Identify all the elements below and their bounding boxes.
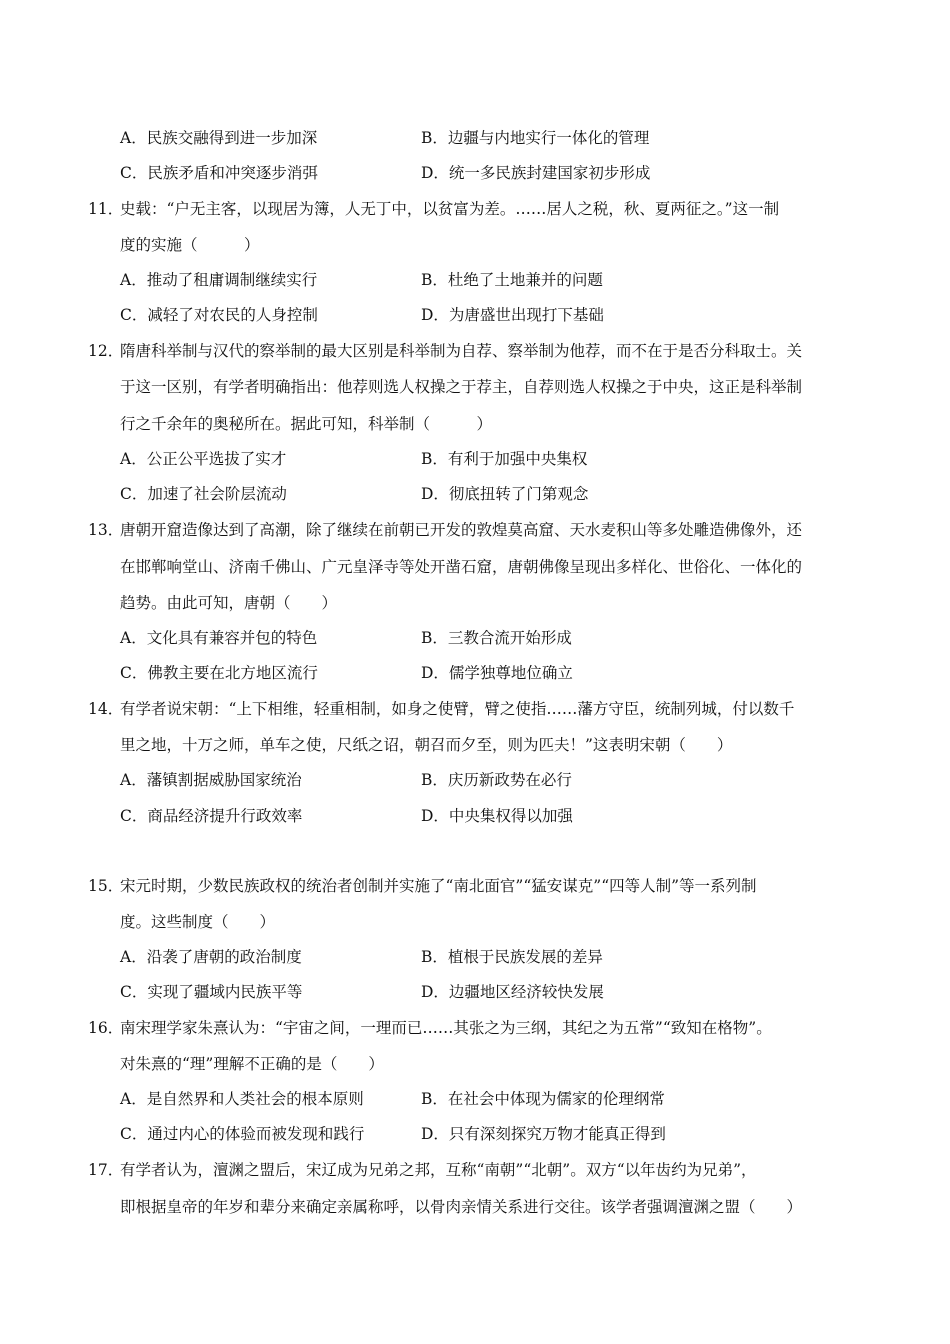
q13-stem-line-1: 唐朝开窟造像达到了高潮，除了继续在前朝已开发的敦煌莫高窟、天水麦积山等多处雕造佛像外，还	[120, 521, 803, 539]
q13-stem-line-3: 趋势。由此可知，唐朝（ ）	[120, 594, 338, 612]
q16-number: 16．	[88, 1019, 124, 1037]
q13-option-b: B．三教合流开始形成	[421, 629, 572, 647]
q12-option-b: B．有利于加强中央集权	[421, 450, 588, 468]
q16-stem-line-2: 对朱熹的“理”理解不正确的是（ ）	[120, 1055, 384, 1073]
q17-stem-line-2: 即根据皇帝的年岁和辈分来确定亲属称呼，以骨肉亲情关系进行交往。该学者强调澶渊之盟（ ）	[120, 1198, 803, 1216]
q14-option-c: C．商品经济提升行政效率	[120, 807, 303, 825]
q13-stem-line-2: 在邯郸响堂山、济南千佛山、广元皇泽寺等处开凿石窟，唐朝佛像呈现出多样化、世俗化、一体化的	[120, 558, 803, 576]
q14-number: 14．	[88, 700, 124, 718]
q11-stem-line-1: 史载：“户无主客，以现居为簿，人无丁中，以贫富为差。……居人之税，秋、夏两征之。”这一制	[120, 200, 780, 218]
q12-option-a: A．公正公平选拔了实才	[120, 450, 287, 468]
q15-stem-line-2: 度。这些制度（ ）	[120, 913, 276, 931]
q16-option-d: D．只有深刻探究万物才能真正得到	[421, 1125, 666, 1143]
q12-number: 12．	[88, 342, 124, 360]
q15-option-a: A．沿袭了唐朝的政治制度	[120, 948, 302, 966]
q11-stem-line-2: 度的实施（ ）	[120, 236, 260, 254]
q15-stem-line-1: 宋元时期，少数民族政权的统治者创制并实施了“南北面官”“猛安谋克”“四等人制”等一系列制	[120, 877, 757, 895]
q15-option-d: D．边疆地区经济较快发展	[421, 983, 604, 1001]
q10-option-c: C．民族矛盾和冲突逐步消弭	[120, 164, 318, 182]
q12-stem-line-2: 于这一区别，有学者明确指出：他荐则选人权操之于荐主，自荐则选人权操之于中央，这正是科举制	[120, 378, 803, 396]
q10-option-a: A．民族交融得到进一步加深	[120, 129, 318, 147]
q11-option-d: D．为唐盛世出现打下基础	[421, 306, 604, 324]
q13-option-d: D．儒学独尊地位确立	[421, 664, 573, 682]
q14-stem-line-2: 里之地，十万之师，单车之使，尺纸之诏，朝召而夕至，则为匹夫！”这表明宋朝（ ）	[120, 736, 733, 754]
q13-option-c: C．佛教主要在北方地区流行	[120, 664, 318, 682]
q17-number: 17．	[88, 1161, 124, 1179]
q10-option-d: D．统一多民族封建国家初步形成	[421, 164, 651, 182]
q15-option-c: C．实现了疆域内民族平等	[120, 983, 303, 1001]
q13-option-a: A．文化具有兼容并包的特色	[120, 629, 318, 647]
q14-option-b: B．庆历新政势在必行	[421, 771, 572, 789]
q11-number: 11．	[88, 200, 124, 218]
q12-stem-line-3: 行之千余年的奥秘所在。据此可知，科举制（ ）	[120, 415, 493, 433]
q13-number: 13．	[88, 521, 124, 539]
q12-stem-line-1: 隋唐科举制与汉代的察举制的最大区别是科举制为自荐、察举制为他荐，而不在于是否分科取士。关	[120, 342, 803, 360]
q16-stem-line-1: 南宋理学家朱熹认为：“宇宙之间，一理而已……其张之为三纲，其纪之为五常”“致知在格物”。	[120, 1019, 772, 1037]
q17-stem-line-1: 有学者认为，澶渊之盟后，宋辽成为兄弟之邦，互称“南朝”“北朝”。双方“以年齿约为兄弟”，	[120, 1161, 757, 1179]
q11-option-c: C．减轻了对农民的人身控制	[120, 306, 318, 324]
q15-option-b: B．植根于民族发展的差异	[421, 948, 603, 966]
q12-option-c: C．加速了社会阶层流动	[120, 485, 287, 503]
q12-option-d: D．彻底扭转了门第观念	[421, 485, 589, 503]
q14-stem-line-1: 有学者说宋朝：“上下相维，轻重相制，如身之使臂，臂之使指……藩方守臣，统制列城，付以数千	[120, 700, 795, 718]
q14-option-a: A．藩镇割据威胁国家统治	[120, 771, 302, 789]
q16-option-b: B．在社会中体现为儒家的伦理纲常	[421, 1090, 665, 1108]
q11-option-b: B．杜绝了土地兼并的问题	[421, 271, 603, 289]
q16-option-c: C．通过内心的体验而被发现和践行	[120, 1125, 365, 1143]
q14-option-d: D．中央集权得以加强	[421, 807, 573, 825]
q10-option-b: B．边疆与内地实行一体化的管理	[421, 129, 650, 147]
q16-option-a: A．是自然界和人类社会的根本原则	[120, 1090, 364, 1108]
q11-option-a: A．推动了租庸调制继续实行	[120, 271, 318, 289]
q15-number: 15．	[88, 877, 124, 895]
